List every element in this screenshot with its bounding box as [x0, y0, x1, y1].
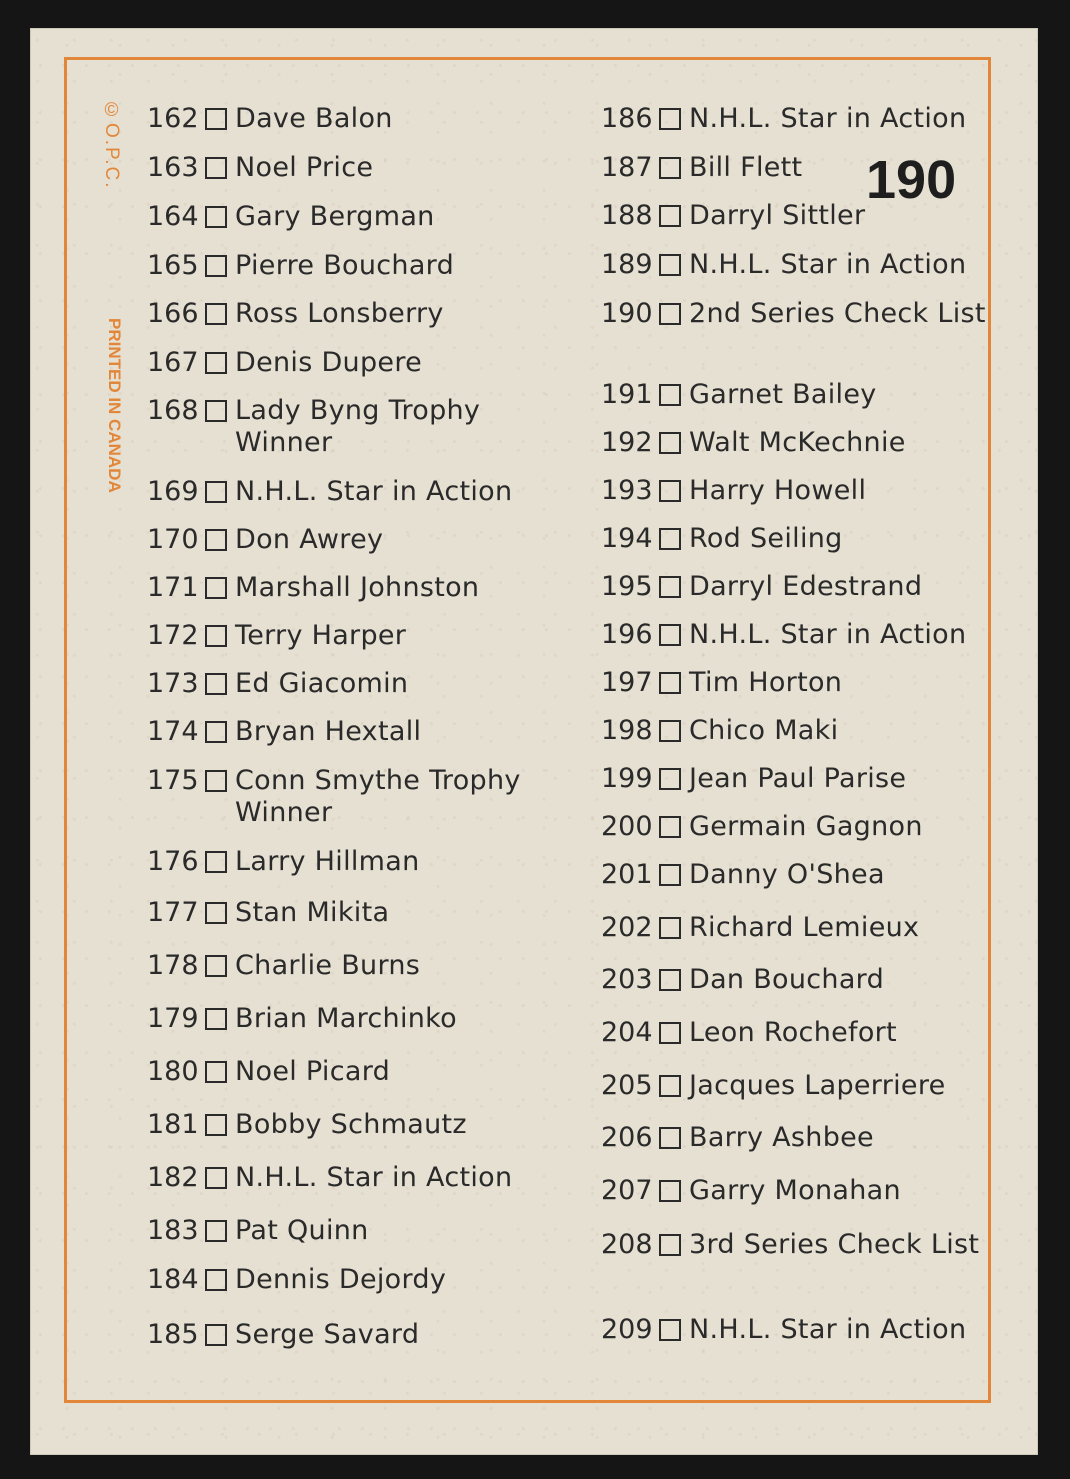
player-name: Harry Howell: [689, 475, 867, 506]
checkbox[interactable]: [659, 157, 681, 179]
checkbox[interactable]: [659, 480, 681, 502]
copyright-mark: ©O.P.C.: [101, 100, 122, 190]
checkbox[interactable]: [205, 902, 227, 924]
checklist-item: [601, 964, 884, 996]
card-number-label: 202: [601, 912, 653, 943]
card-number-label: 200: [601, 811, 653, 842]
checklist-item: [601, 1122, 874, 1154]
checklist-item: [147, 250, 454, 282]
checklist-item: [147, 620, 406, 652]
card-number-label: 195: [601, 571, 653, 602]
checkbox[interactable]: [205, 1269, 227, 1291]
card-number-label: 171: [147, 572, 199, 603]
card-number-label: 182: [147, 1162, 199, 1193]
checkbox[interactable]: [659, 303, 681, 325]
checklist-item: [147, 347, 422, 379]
player-name: Don Awrey: [235, 524, 384, 555]
checklist-item: [147, 1109, 467, 1141]
checklist-item: [147, 395, 535, 459]
checkbox[interactable]: [659, 1127, 681, 1149]
checkbox[interactable]: [205, 721, 227, 743]
player-name: N.H.L. Star in Action: [235, 1162, 513, 1193]
player-name: Noel Price: [235, 152, 374, 183]
player-name: Danny O'Shea: [689, 859, 885, 890]
checklist-item: [601, 912, 919, 944]
player-name: Dennis Dejordy: [235, 1264, 447, 1295]
checklist-item: [601, 715, 838, 747]
card-number-label: 177: [147, 897, 199, 928]
checklist-item: [147, 1319, 419, 1351]
printed-in-label: PRINTED IN CANADA: [105, 318, 124, 493]
checklist-item: [601, 152, 802, 184]
checkbox[interactable]: [205, 303, 227, 325]
card-number-label: 163: [147, 152, 199, 183]
player-name: Darryl Edestrand: [689, 571, 923, 602]
checklist-item: [601, 811, 923, 843]
card-number-label: 185: [147, 1319, 199, 1350]
checklist-item: [147, 1264, 446, 1296]
checklist-item: [601, 667, 842, 699]
card-number-label: 197: [601, 667, 653, 698]
player-name: Stan Mikita: [235, 897, 390, 928]
player-name: Larry Hillman: [235, 846, 420, 877]
checkbox[interactable]: [205, 1324, 227, 1346]
checkbox[interactable]: [659, 768, 681, 790]
player-name: Lady Byng Trophy Winner: [235, 395, 481, 458]
checkbox[interactable]: [205, 955, 227, 977]
checkbox[interactable]: [205, 529, 227, 551]
card-number-label: 180: [147, 1056, 199, 1087]
player-name: Denis Dupere: [235, 347, 423, 378]
checkbox[interactable]: [659, 1180, 681, 1202]
player-name: Pat Quinn: [235, 1215, 369, 1246]
checkbox[interactable]: [659, 205, 681, 227]
player-name: Barry Ashbee: [689, 1122, 874, 1153]
checklist-item: [147, 668, 408, 700]
checkbox[interactable]: [659, 624, 681, 646]
checkbox[interactable]: [659, 864, 681, 886]
checkbox[interactable]: [205, 108, 227, 130]
checklist-item: [601, 475, 866, 507]
checkbox[interactable]: [205, 206, 227, 228]
card-number-label: 181: [147, 1109, 199, 1140]
player-name: 3rd Series Check List: [689, 1229, 980, 1260]
checkbox[interactable]: [659, 1075, 681, 1097]
checkbox[interactable]: [205, 1167, 227, 1189]
player-name: Marshall Johnston: [235, 572, 480, 603]
player-name: Pierre Bouchard: [235, 250, 455, 281]
checkbox[interactable]: [205, 255, 227, 277]
card-number-label: 165: [147, 250, 199, 281]
card-number-label: 173: [147, 668, 199, 699]
card-number-label: 209: [601, 1314, 653, 1345]
checkbox[interactable]: [659, 1022, 681, 1044]
checkbox[interactable]: [205, 352, 227, 374]
player-name: Richard Lemieux: [689, 912, 920, 943]
player-name: Germain Gagnon: [689, 811, 923, 842]
card-number-label: 183: [147, 1215, 199, 1246]
player-name: 2nd Series Check List: [689, 298, 986, 329]
card-number-label: 198: [601, 715, 653, 746]
card-number-label: 188: [601, 200, 653, 231]
checklist-item: [601, 1229, 989, 1261]
player-name: Dan Bouchard: [689, 964, 885, 995]
card-number-label: 179: [147, 1003, 199, 1034]
checklist-item: [601, 298, 989, 330]
checkbox[interactable]: [205, 1220, 227, 1242]
checkbox[interactable]: [659, 672, 681, 694]
player-name: N.H.L. Star in Action: [689, 1314, 967, 1345]
checkbox[interactable]: [205, 851, 227, 873]
card-number-label: 175: [147, 765, 199, 796]
player-name: N.H.L. Star in Action: [689, 619, 967, 650]
checklist-item: [147, 846, 420, 878]
player-name: Tim Horton: [689, 667, 843, 698]
card-number-label: 208: [601, 1229, 653, 1260]
card-number-label: 162: [147, 103, 199, 134]
player-name: Rod Seiling: [689, 523, 843, 554]
card-number-label: 187: [601, 152, 653, 183]
checklist-item: [147, 1215, 369, 1247]
card-number-label: 206: [601, 1122, 653, 1153]
checklist-item: [147, 103, 393, 135]
checklist-item: [601, 571, 922, 603]
player-name: Noel Picard: [235, 1056, 391, 1087]
checkbox[interactable]: [205, 157, 227, 179]
card-number-label: 203: [601, 964, 653, 995]
checkbox[interactable]: [659, 254, 681, 276]
player-name: Ed Giacomin: [235, 668, 409, 699]
player-name: Charlie Burns: [235, 950, 421, 981]
player-name: Ross Lonsberry: [235, 298, 444, 329]
checklist-item: [147, 716, 421, 748]
checkbox[interactable]: [205, 625, 227, 647]
checklist-item: [147, 476, 512, 508]
checkbox[interactable]: [659, 917, 681, 939]
card-number-label: 191: [601, 379, 653, 410]
checkbox[interactable]: [205, 673, 227, 695]
card-number-label: 174: [147, 716, 199, 747]
player-name: Terry Harper: [235, 620, 407, 651]
card-number-label: 190: [601, 298, 653, 329]
card-number-label: 204: [601, 1017, 653, 1048]
checklist-item: [601, 379, 877, 411]
checkbox[interactable]: [205, 577, 227, 599]
player-name: N.H.L. Star in Action: [235, 476, 513, 507]
card-number: 190: [866, 150, 957, 210]
player-name: Bryan Hextall: [235, 716, 422, 747]
card-number-label: 166: [147, 298, 199, 329]
player-name: Brian Marchinko: [235, 1003, 457, 1034]
player-name: Leon Rochefort: [689, 1017, 897, 1048]
checkbox[interactable]: [659, 108, 681, 130]
checklist-item: [147, 201, 435, 233]
checkbox[interactable]: [659, 432, 681, 454]
checkbox[interactable]: [659, 1319, 681, 1341]
card-number-label: 199: [601, 763, 653, 794]
card-number-label: 172: [147, 620, 199, 651]
checkbox[interactable]: [205, 1061, 227, 1083]
checkbox[interactable]: [659, 576, 681, 598]
card-number-label: 176: [147, 846, 199, 877]
checklist-item: [147, 1003, 457, 1035]
checklist-item: [147, 152, 373, 184]
player-name: Dave Balon: [235, 103, 393, 134]
checklist-item: [601, 1314, 966, 1346]
checklist-item: [601, 523, 843, 555]
card-number-label: 192: [601, 427, 653, 458]
card-number-label: 194: [601, 523, 653, 554]
card-number-label: 178: [147, 950, 199, 981]
checklist-item: [601, 200, 865, 232]
checkbox[interactable]: [659, 720, 681, 742]
player-name: Conn Smythe Trophy Winner: [235, 765, 521, 828]
checkbox[interactable]: [205, 1114, 227, 1136]
checkbox[interactable]: [659, 528, 681, 550]
checklist-item: [147, 765, 535, 829]
checkbox[interactable]: [205, 1008, 227, 1030]
checklist-item: [601, 619, 966, 651]
card-number-label: 196: [601, 619, 653, 650]
checkbox[interactable]: [659, 816, 681, 838]
card-number-label: 193: [601, 475, 653, 506]
checklist-item: [147, 572, 479, 604]
checklist-item: [147, 298, 444, 330]
checklist-item: [601, 1017, 897, 1049]
card-number-label: 189: [601, 249, 653, 280]
checkbox[interactable]: [659, 1234, 681, 1256]
card-number-label: 207: [601, 1175, 653, 1206]
player-name: Chico Maki: [689, 715, 839, 746]
checklist-item: [601, 763, 906, 795]
checklist-item: [601, 1175, 901, 1207]
checkbox[interactable]: [659, 384, 681, 406]
checklist-item: [147, 950, 420, 982]
card-number-label: 205: [601, 1070, 653, 1101]
player-name: Jacques Laperriere: [689, 1070, 946, 1101]
card-number-label: 167: [147, 347, 199, 378]
player-name: Walt McKechnie: [689, 427, 906, 458]
player-name: Jean Paul Parise: [689, 763, 907, 794]
card-number-label: 169: [147, 476, 199, 507]
checkbox[interactable]: [659, 969, 681, 991]
player-name: N.H.L. Star in Action: [689, 103, 967, 134]
checklist-item: [601, 859, 885, 891]
checkbox[interactable]: [205, 770, 227, 792]
card-number-label: 201: [601, 859, 653, 890]
checkbox[interactable]: [205, 400, 227, 422]
checkbox[interactable]: [205, 481, 227, 503]
player-name: Darryl Sittler: [689, 200, 866, 231]
card-number-label: 184: [147, 1264, 199, 1295]
checklist-item: [601, 103, 966, 135]
player-name: Garnet Bailey: [689, 379, 877, 410]
checklist-item: [601, 1070, 946, 1102]
checklist-item: [147, 897, 389, 929]
checklist-item: [147, 1162, 512, 1194]
card-number-label: 186: [601, 103, 653, 134]
player-name: Bill Flett: [689, 152, 803, 183]
checklist-item: [601, 249, 966, 281]
checklist-item: [147, 524, 383, 556]
player-name: Garry Monahan: [689, 1175, 901, 1206]
card-number-label: 170: [147, 524, 199, 555]
card-number-label: 164: [147, 201, 199, 232]
card-number-label: 168: [147, 395, 199, 426]
player-name: Gary Bergman: [235, 201, 435, 232]
checklist-item: [147, 1056, 390, 1088]
checklist-item: [601, 427, 906, 459]
player-name: Serge Savard: [235, 1319, 420, 1350]
player-name: N.H.L. Star in Action: [689, 249, 967, 280]
player-name: Bobby Schmautz: [235, 1109, 467, 1140]
